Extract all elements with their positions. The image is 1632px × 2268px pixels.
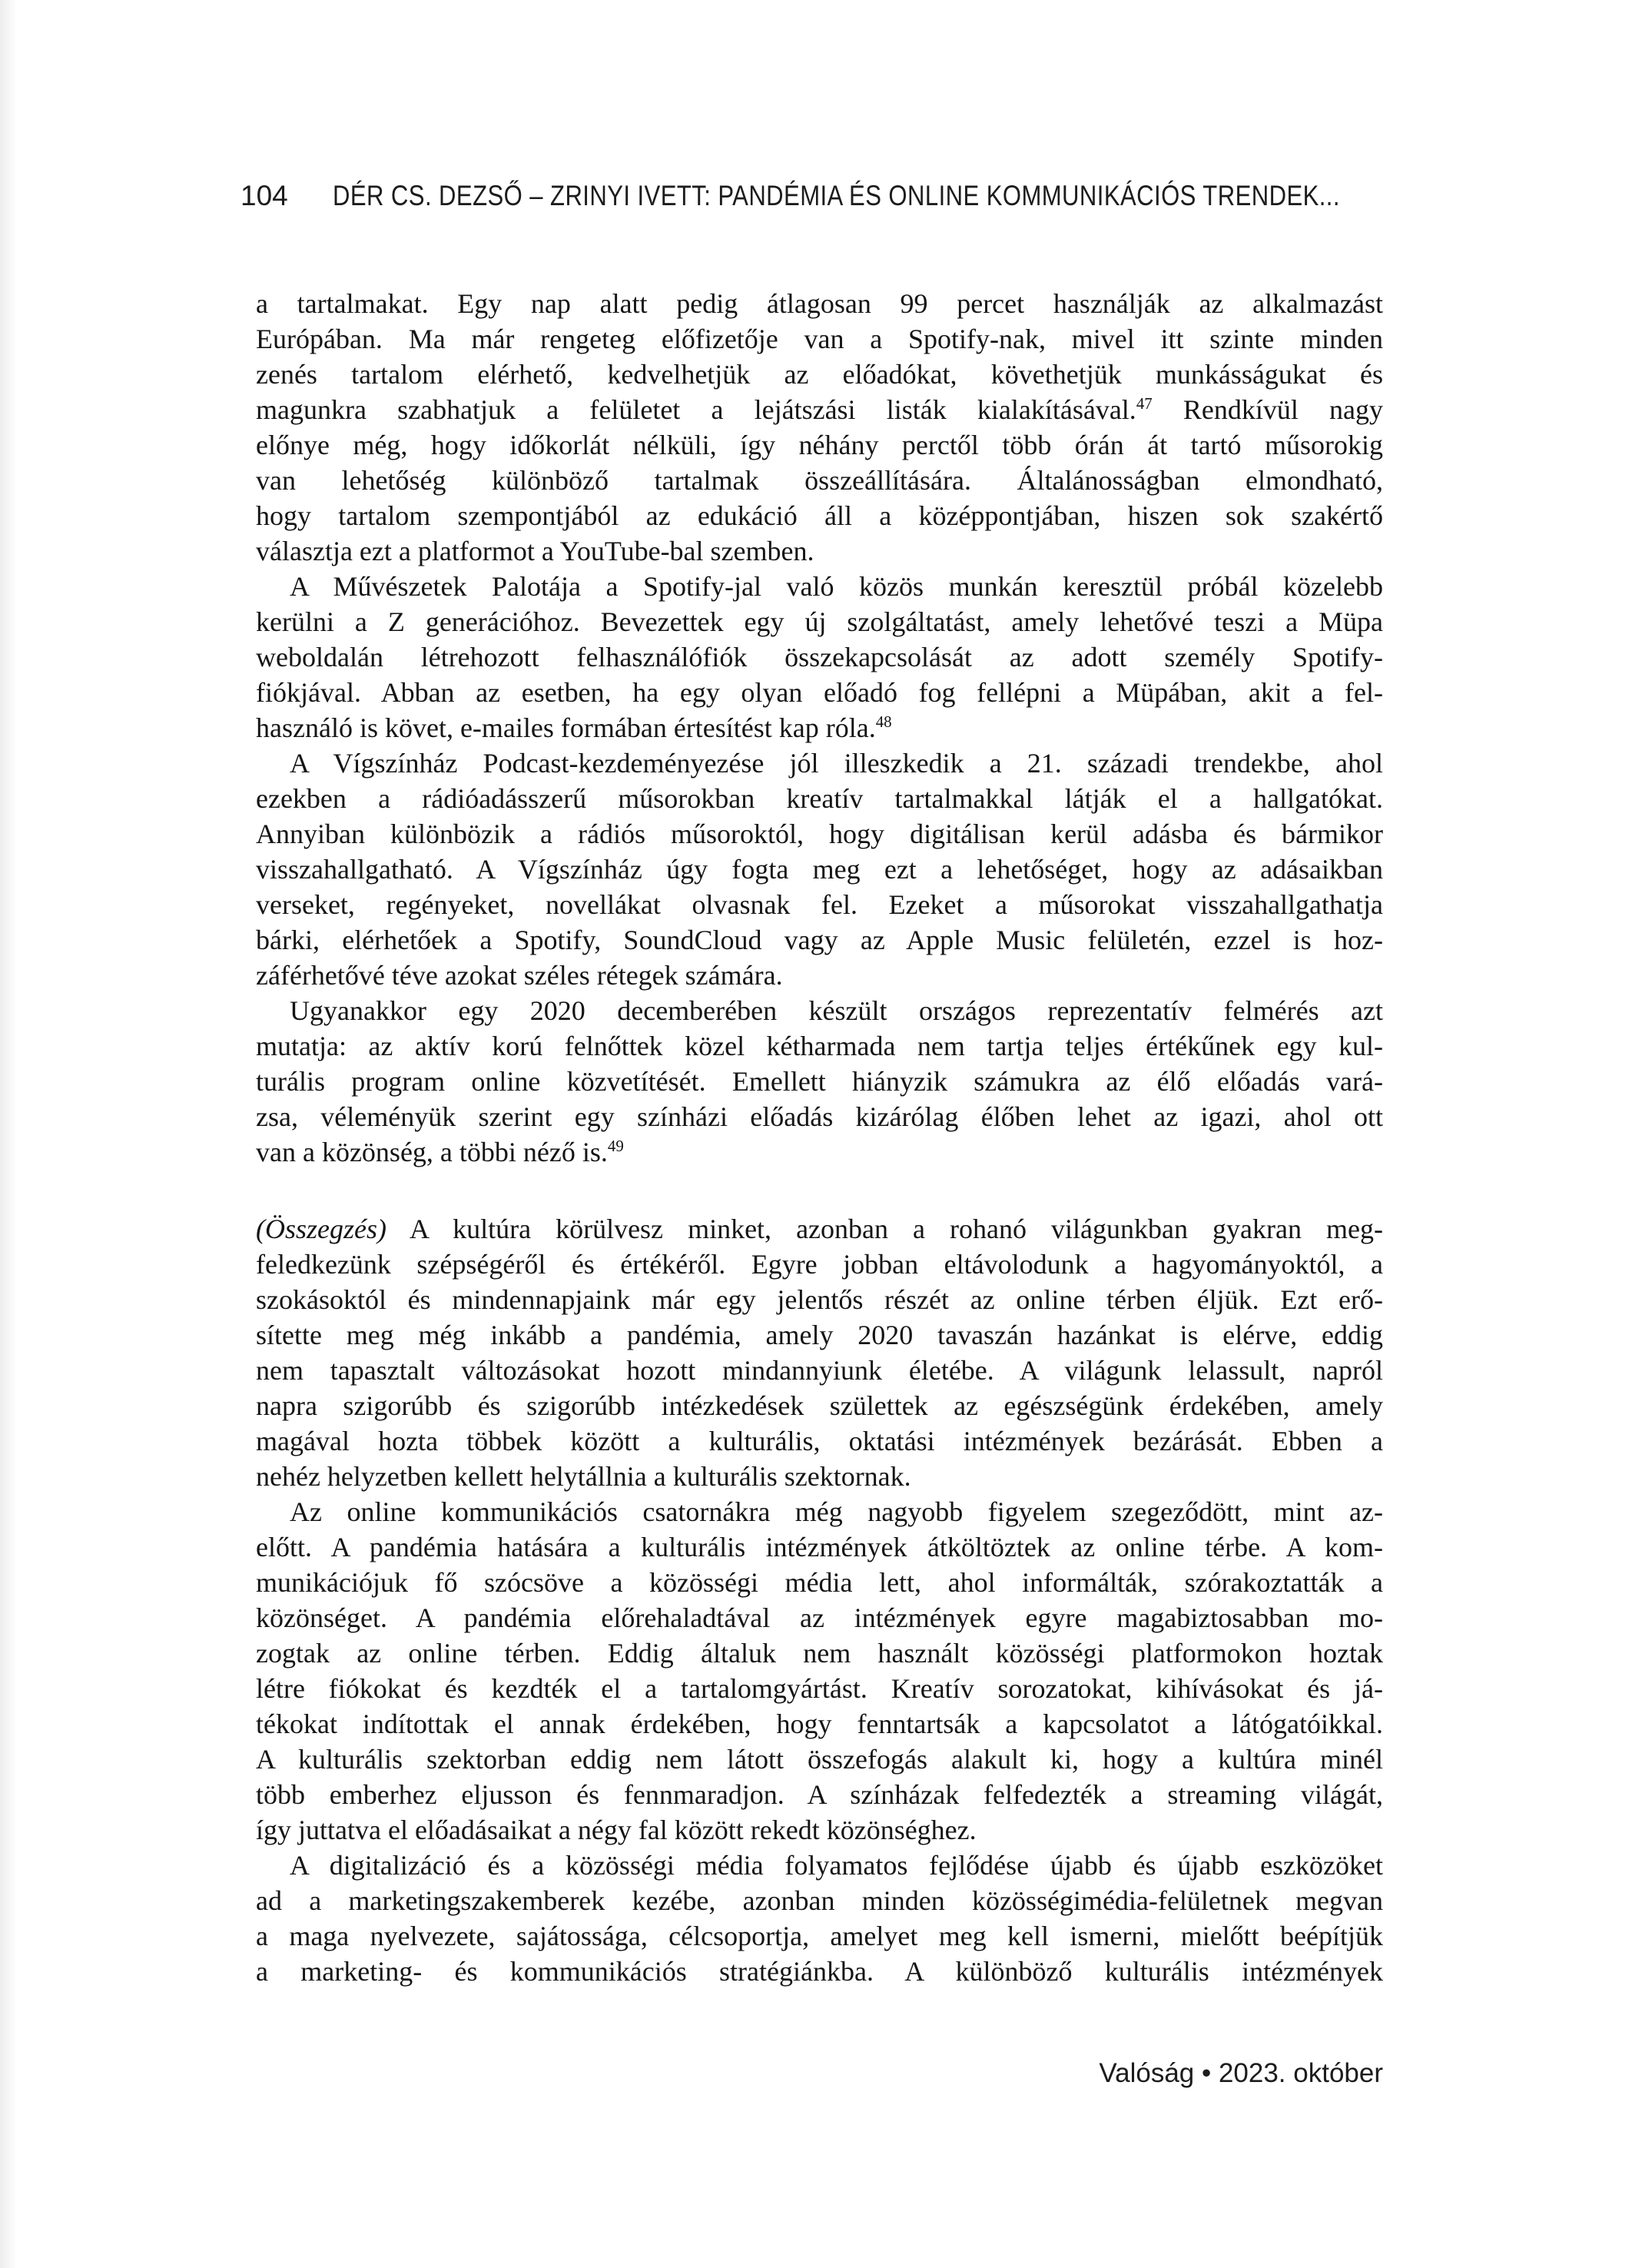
text-line: tékokat indítottak el annak érdekében, hogy fenntartsák a kapcsolatot a látógatóikkal. <box>256 1708 1383 1739</box>
text-line: előnye még, hogy időkorlát nélküli, így néhány perctől több órán át tartó műsorokig <box>256 430 1383 460</box>
text-line: több emberhez eljusson és fennmaradjon. A színházak felfedezték a streaming világát, <box>256 1779 1383 1810</box>
text-line: feledkezünk szépségéről és értékéről. Egyre jobban eltávolodunk a hagyományoktól, a <box>256 1249 1383 1280</box>
paragraph <box>256 286 1383 569</box>
text-line: hogy tartalom szempontjából az edukáció áll a középpontjában, hiszen sok szakértő <box>256 500 1383 531</box>
text-line: szokásoktól és mindennapjaink már egy jelentős részét az online térben éljük. Ezt erő- <box>256 1284 1383 1315</box>
paragraph <box>256 993 1383 1170</box>
text-line: fiókjával. Abban az esetben, ha egy olyan előadó fog fellépni a Müpában, akit a fel- <box>256 677 1383 708</box>
text-line: mutatja: az aktív korú felnőttek közel kétharmada nem tartja teljes értékűnek egy kul- <box>256 1031 1383 1061</box>
paragraph <box>256 1848 1383 1989</box>
text-line: a tartalmakat. Egy nap alatt pedig átlagosan 99 percet használják az alkalmazást <box>256 288 1383 319</box>
paragraph <box>256 745 1383 993</box>
text-line: Annyiban különbözik a rádiós műsoroktól, hogy digitálisan kerül adásba és bármikor <box>256 819 1383 849</box>
text-line: A kulturális szektorban eddig nem látott összefogás alakult ki, hogy a kultúra minél <box>256 1744 1383 1775</box>
text-line: van lehetőség különböző tartalmak összeállítására. Általánosságban elmondható, <box>256 465 1383 496</box>
text-line: A Művészetek Palotája a Spotify-jal való közös munkán keresztül próbál közelebb <box>290 571 1383 602</box>
text-line: A digitalizáció és a közösségi média folyamatos fejlődése újabb és újabb eszközöket <box>290 1850 1383 1881</box>
text-line: a marketing- és kommunikációs stratégiánkba. A különböző kulturális intézmények <box>256 1956 1383 1987</box>
text-line: Ugyanakkor egy 2020 decemberében készült országos reprezentatív felmérés azt <box>290 995 1383 1026</box>
text-line: magunkra szabhatjuk a felületet a lejátszási listák kialakításával.$^{47}$ Rendkívül nagy <box>256 394 1383 425</box>
page-number: 104 <box>240 180 288 211</box>
paragraph <box>256 569 1383 745</box>
text-line: zenés tartalom elérhető, kedvelhetjük az előadókat, követhetjük munkásságukat és <box>256 359 1383 390</box>
text-line: használó is követ, e-mailes formában értesítést kap róla.$^{48}$ <box>256 712 892 743</box>
text-line: magával hozta többek között a kulturális, oktatási intézmények bezárását. Ebben a <box>256 1426 1383 1456</box>
text-line: A Vígszínház Podcast-kezdeményezése jól illeszkedik a 21. századi trendekbe, ahol <box>290 748 1383 779</box>
running-footer: Valóság • 2023. október <box>1099 2058 1383 2088</box>
text-line: van a közönség, a többi néző is.$^{49}$ <box>256 1137 624 1167</box>
text-line: kerülni a Z generációhoz. Bevezettek egy új szolgáltatást, amely lehetővé teszi a Müpa <box>256 606 1383 637</box>
running-title: DÉR CS. DEZSŐ – ZRINYI IVETT: PANDÉMIA ÉS ONLINE KOMMUNIKÁCIÓS TRENDEK... <box>332 180 1340 211</box>
text-line: így juttatva el előadásaikat a négy fal között rekedt közönséghez. <box>256 1815 977 1845</box>
text-line: bárki, elérhetőek a Spotify, SoundCloud vagy az Apple Music felületén, ezzel is hoz- <box>256 925 1383 955</box>
text-line: létre fiókokat és kezdték el a tartalomgyártást. Kreatív sorozatokat, kihívásokat és já- <box>256 1673 1383 1704</box>
text-line: turális program online közvetítését. Emellett hiányzik számukra az élő előadás vará- <box>256 1066 1383 1097</box>
text-line: visszahallgatható. A Vígszínház úgy fogta meg ezt a lehetőséget, hogy az adásaikban <box>256 854 1383 885</box>
text-line: nehéz helyzetben kellett helytállnia a kulturális szektornak. <box>256 1461 911 1492</box>
text-line: zogtak az online térben. Eddig általuk nem használt közösségi platformokon hoztak <box>256 1638 1383 1669</box>
text-line: napra szigorúbb és szigorúbb intézkedések születtek az egészségünk érdekében, amely <box>256 1390 1383 1421</box>
text-line: weboldalán létrehozott felhasználófiók összekapcsolását az adott személy Spotify- <box>256 642 1383 672</box>
text-line: zsa, véleményük szerint egy színházi előadás kizárólag élőben lehet az igazi, ahol ott <box>256 1101 1383 1132</box>
text-line: sítette meg még inkább a pandémia, amely 2020 tavaszán hazánkat is elérve, eddig <box>256 1320 1383 1350</box>
text-line: előtt. A pandémia hatására a kulturális intézmények átköltöztek az online térbe. A kom- <box>256 1532 1383 1562</box>
text-line: közönséget. A pandémia előrehaladtával az intézmények egyre magabiztosabban mo- <box>256 1602 1383 1633</box>
text-line: a maga nyelvezete, sajátossága, célcsoportja, amelyet meg kell ismerni, mielőtt beépítjük <box>256 1921 1383 1951</box>
text-line: záférhetővé téve azokat széles rétegek számára. <box>256 960 783 991</box>
paragraph <box>256 1211 1383 1494</box>
text-line: ad a marketingszakemberek kezébe, azonban minden közösségimédia-felületnek megvan <box>256 1885 1383 1916</box>
text-line: nem tapasztalt változásokat hozott mindannyiunk életébe. A világunk lelassult, napról <box>256 1355 1383 1386</box>
text-line: Az online kommunikációs csatornákra még nagyobb figyelem szegeződött, mint az- <box>290 1496 1383 1527</box>
running-header <box>240 180 1531 212</box>
paragraph <box>256 1494 1383 1848</box>
text-line: (Összegzés) A kultúra körülvesz minket, azonban a rohanó világunkban gyakran meg- <box>256 1214 1383 1244</box>
text-line: ezekben a rádióadásszerű műsorokban kreatív tartalmakkal látják el a hallgatókat. <box>256 783 1383 814</box>
text-line: verseket, regényeket, novellákat olvasnak fel. Ezeket a műsorokat visszahallgathatja <box>256 889 1383 920</box>
text-line: választja ezt a platformot a YouTube-bal szemben. <box>256 536 814 566</box>
text-line: Európában. Ma már rengeteg előfizetője van a Spotify-nak, mivel itt szinte minden <box>256 324 1383 354</box>
text-line: munikációjuk fő szócsöve a közösségi média lett, ahol informálták, szórakoztatták a <box>256 1567 1383 1598</box>
body-text <box>256 286 1383 1989</box>
